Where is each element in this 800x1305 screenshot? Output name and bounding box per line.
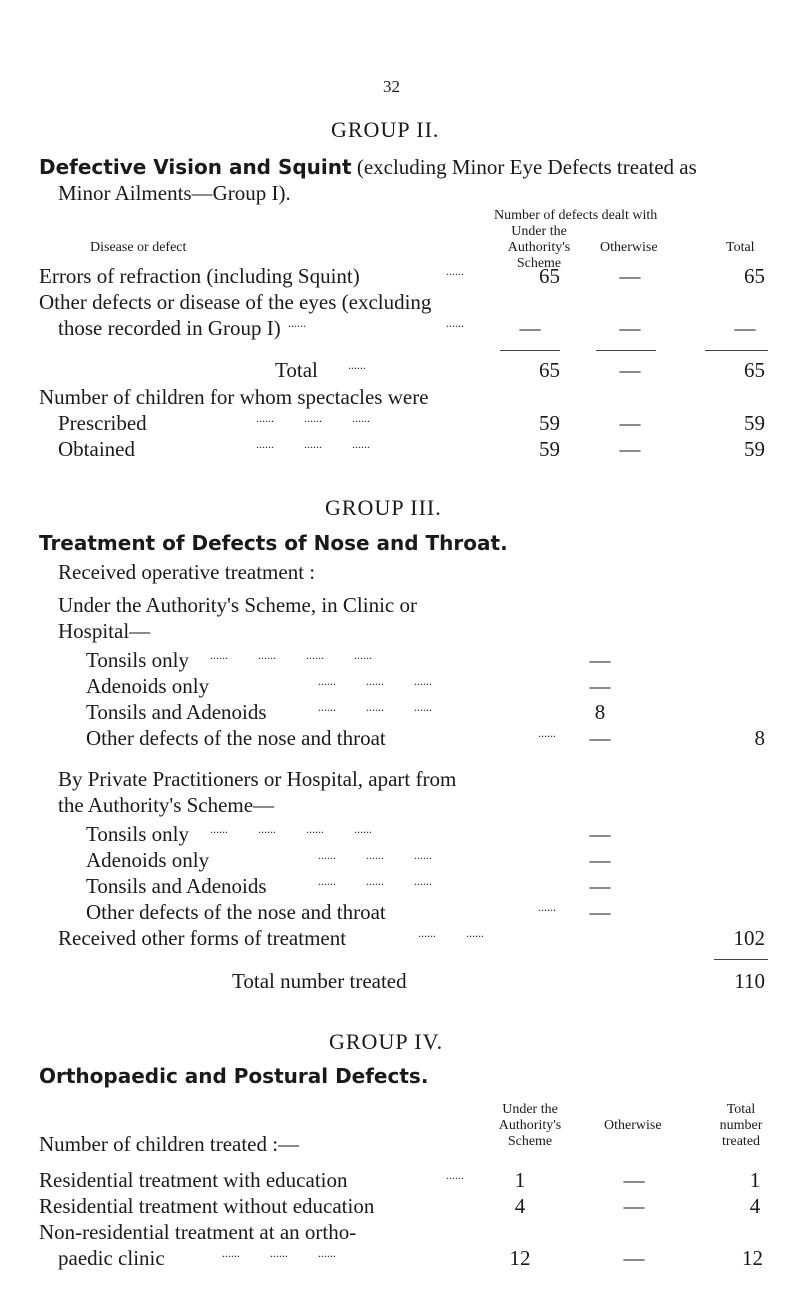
private-other-dots: ......: [538, 900, 556, 914]
g4-row-residential-edu-total: 1: [749, 1168, 761, 1192]
row-refraction-scheme: 65: [539, 264, 560, 288]
private-tonsils-adenoids-dots: ...... ...... ......: [318, 874, 432, 888]
g4-row-residential-edu-dots: ......: [446, 1168, 464, 1182]
private-adenoids-dots: ...... ...... ......: [318, 848, 432, 862]
prescribed-otherwise: —: [619, 411, 641, 435]
g4-row-residential-noedu-scheme: 4: [514, 1194, 526, 1218]
obtained-label: Obtained: [58, 437, 135, 461]
group2-heading-line2: Minor Ailments—Group I).: [58, 181, 291, 205]
group2-total-total: 65: [744, 358, 765, 382]
obtained-total: 59: [744, 437, 765, 461]
private-adenoids-value: —: [589, 848, 611, 872]
group4-col-scheme: Under the Authority's Scheme: [498, 1102, 562, 1149]
private-tonsils-label: Tonsils only: [86, 822, 189, 846]
other-forms-label: Received other forms of treatment: [58, 926, 347, 950]
group3-title: GROUP III.: [325, 495, 442, 520]
g4-row-residential-edu-otherwise: —: [623, 1168, 645, 1192]
group2-heading: [39, 155, 697, 180]
scheme-tonsils-adenoids-dots: ...... ...... ......: [318, 700, 432, 714]
g4-row-residential-edu-scheme: 1: [514, 1168, 526, 1192]
prescribed-label: Prescribed: [58, 411, 147, 435]
row-refraction-dots: ......: [446, 264, 464, 278]
group3-under1: Under the Authority's Scheme, in Clinic or: [58, 593, 417, 617]
private-tonsils-dots: ...... ...... ...... ......: [210, 822, 372, 836]
group3-private1: By Private Practitioners or Hospital, apart from: [58, 767, 457, 791]
g4-row-nonresidential-otherwise: —: [623, 1246, 645, 1270]
obtained-scheme: 59: [539, 437, 560, 461]
col-total: Total: [726, 240, 755, 255]
private-other-value: —: [589, 900, 611, 924]
obtained-dots: ...... ...... ......: [256, 437, 370, 451]
scheme-tonsils-label: Tonsils only: [86, 648, 189, 672]
g4-row-residential-noedu-total: 4: [749, 1194, 761, 1218]
row-other-dots: ......: [288, 316, 306, 330]
group3-heading: Treatment of Defects of Nose and Throat.: [39, 531, 508, 555]
group3-total-label: Total number treated: [232, 969, 407, 993]
row-other-label: Other defects or disease of the eyes (excluding: [39, 290, 432, 314]
group3-under2: Hospital—: [58, 619, 151, 643]
prescribed-total: 59: [744, 411, 765, 435]
row-other-dots2: ......: [446, 316, 464, 330]
g4-row-nonresidential-label2: paedic clinic: [58, 1246, 165, 1270]
group4-title: GROUP IV.: [329, 1029, 444, 1054]
scheme-tonsils-adenoids-label: Tonsils and Adenoids: [86, 700, 267, 724]
group3-total-value: 110: [734, 969, 765, 993]
scheme-adenoids-dots: ...... ...... ......: [318, 674, 432, 688]
group2-total-dots: ......: [348, 358, 366, 372]
group3-received: Received operative treatment :: [58, 560, 316, 584]
g4-row-residential-edu-label: Residential treatment with education: [39, 1168, 348, 1192]
group2-total-scheme: 65: [539, 358, 560, 382]
scheme-tonsils-value: —: [589, 648, 611, 672]
rule-group3-total: [714, 959, 768, 960]
group2-total-label: Total: [275, 358, 318, 382]
scheme-tonsils-adenoids-value: 8: [594, 700, 606, 724]
group3-private2: the Authority's Scheme—: [58, 793, 275, 817]
rule-otherwise: [596, 350, 656, 351]
rule-total: [705, 350, 768, 351]
g4-row-residential-noedu-otherwise: —: [623, 1194, 645, 1218]
private-adenoids-label: Adenoids only: [86, 848, 210, 872]
group4-intro: Number of children treated :—: [39, 1132, 300, 1156]
row-refraction-otherwise: —: [619, 264, 641, 288]
prescribed-scheme: 59: [539, 411, 560, 435]
scheme-adenoids-value: —: [589, 674, 611, 698]
private-tonsils-adenoids-value: —: [589, 874, 611, 898]
page-number: 32: [383, 77, 400, 96]
group4-col-otherwise: Otherwise: [604, 1118, 662, 1133]
prescribed-dots: ...... ...... ......: [256, 411, 370, 425]
private-other-label: Other defects of the nose and throat: [86, 900, 386, 924]
group2-heading-bold: Defective Vision and Squint: [39, 155, 352, 179]
g4-row-nonresidential-dots: ...... ...... ......: [222, 1246, 336, 1260]
scheme-other-dots: ......: [538, 726, 556, 740]
group2-title: GROUP II.: [331, 117, 440, 142]
spectacles-label: Number of children for whom spectacles were: [39, 385, 429, 409]
col-otherwise: Otherwise: [600, 240, 658, 255]
rule-scheme: [500, 350, 560, 351]
group4-heading: Orthopaedic and Postural Defects.: [39, 1064, 429, 1088]
private-tonsils-adenoids-label: Tonsils and Adenoids: [86, 874, 267, 898]
scheme-subtotal: 8: [754, 726, 765, 750]
g4-row-nonresidential-scheme: 12: [509, 1246, 531, 1270]
scheme-tonsils-dots: ...... ...... ...... ......: [210, 648, 372, 662]
group2-heading-rest: (excluding Minor Eye Defects treated as: [356, 155, 697, 179]
row-other-scheme: —: [519, 316, 541, 340]
other-forms-dots: ...... ......: [418, 926, 484, 940]
g4-row-nonresidential-total: 12: [742, 1246, 763, 1270]
col-header-span: Number of defects dealt with: [494, 208, 658, 223]
scheme-adenoids-label: Adenoids only: [86, 674, 210, 698]
scheme-other-value: —: [589, 726, 611, 750]
obtained-otherwise: —: [619, 437, 641, 461]
other-forms-total: 102: [733, 926, 765, 950]
scheme-other-label: Other defects of the nose and throat: [86, 726, 386, 750]
group2-total-otherwise: —: [619, 358, 641, 382]
row-other-otherwise: —: [619, 316, 641, 340]
private-tonsils-value: —: [589, 822, 611, 846]
row-refraction-label: Errors of refraction (including Squint): [39, 264, 360, 288]
col-disease: Disease or defect: [90, 240, 187, 255]
g4-row-nonresidential-label: Non-residential treatment at an ortho-: [39, 1220, 357, 1244]
row-other-label2: those recorded in Group I): [58, 316, 281, 340]
row-other-total: —: [734, 316, 756, 340]
group4-col-total: Total number treated: [719, 1102, 763, 1149]
col-scheme: Under the Authority's Scheme: [507, 224, 571, 271]
g4-row-residential-noedu-label: Residential treatment without education: [39, 1194, 375, 1218]
row-refraction-total: 65: [744, 264, 765, 288]
